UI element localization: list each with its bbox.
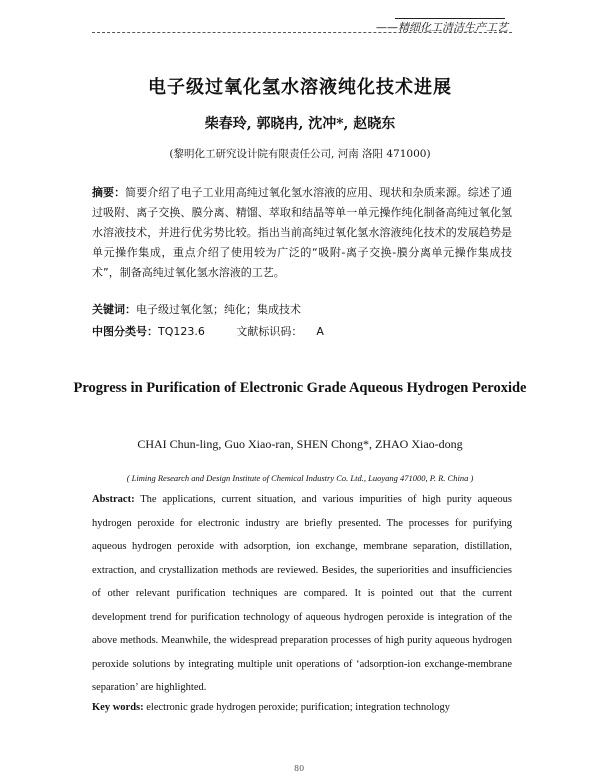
abstract-chinese: [92, 183, 512, 283]
keywords-text-english: electronic grade hydrogen peroxide; purification; integration technology: [146, 702, 451, 713]
keywords-chinese: [92, 300, 512, 320]
abstract-text-english: The applications, current situation, and various impurities of high purity aqueous hydrogen peroxide for electronic industry are briefly presented. The processes for purifying aqueous hydrogen peroxide with adsorption, ion exchange, membrane separation, distillation, extraction, and crystallization methods are reviewed. Besides, the superiorities and insufficiencies of other relevant purification techniques are compared. It is pointed out that the current development trend for purification technology of aqueous hydrogen peroxide is integration of the above methods. Meanwhile, the widespread preparation processes of high purity aqueous hydrogen peroxide solutions by integrating multiple unit operations of ‘adsorption-ion exchange-membrane separation’ are highlighted.: [92, 494, 513, 693]
abstract-label-english: Abstract:: [92, 494, 135, 505]
title-english: Progress in Purification of Electronic Grade Aqueous Hydrogen Peroxide: [73, 380, 527, 396]
doc-code-value: A: [316, 325, 324, 338]
affiliation-english: ( Liming Research and Design Institute of Chemical Industry Co. Ltd., Luoyang 471000, P. R. China ): [126, 473, 474, 483]
abstract-label-chinese: 摘要：: [92, 186, 126, 199]
authors-english: CHAI Chun-ling, Guo Xiao-ran, SHEN Chong*, ZHAO Xiao-dong: [137, 437, 463, 451]
authors-chinese: 柴春玲, 郭晓冉, 沈冲*, 赵晓东: [204, 116, 396, 132]
affiliation-chinese: (黎明化工研究设计院有限责任公司, 河南 洛阳 471000): [169, 148, 431, 160]
keywords-text-chinese: 电子级过氧化氢；纯化；集成技术: [136, 303, 301, 316]
keywords-label-english: Key words:: [92, 702, 144, 713]
title-chinese: 电子级过氧化氢水溶液纯化技术进展: [148, 77, 452, 98]
keywords-english: [92, 696, 512, 720]
keywords-label-chinese: 关键词：: [92, 303, 136, 316]
running-title: ——精细化工清洁生产工艺: [376, 21, 508, 34]
abstract-text-chinese: 简要介绍了电子工业用高纯过氧化氢水溶液的应用、现状和杂质来源。综述了通过吸附、离子交换、膜分离、精馏、萃取和结晶等单一单元操作纯化制备高纯过氧化氢水溶液技术，并进行优劣势比较。指出当前高纯过氧化氢水溶液纯化技术的发展趋势是单元操作集成，重点介绍了使用较为广泛的“吸附-离子交换-膜分离单元操作集成技术”，制备高纯过氧化氢水溶液的工艺。: [92, 186, 513, 279]
classification-line: [92, 322, 512, 342]
clc-value: TQ123.6: [158, 325, 205, 338]
clc-label: 中图分类号：: [92, 325, 158, 338]
page-number: 80: [294, 764, 305, 773]
doc-code-label: 文献标识码：: [236, 325, 303, 338]
abstract-english: [92, 488, 512, 700]
